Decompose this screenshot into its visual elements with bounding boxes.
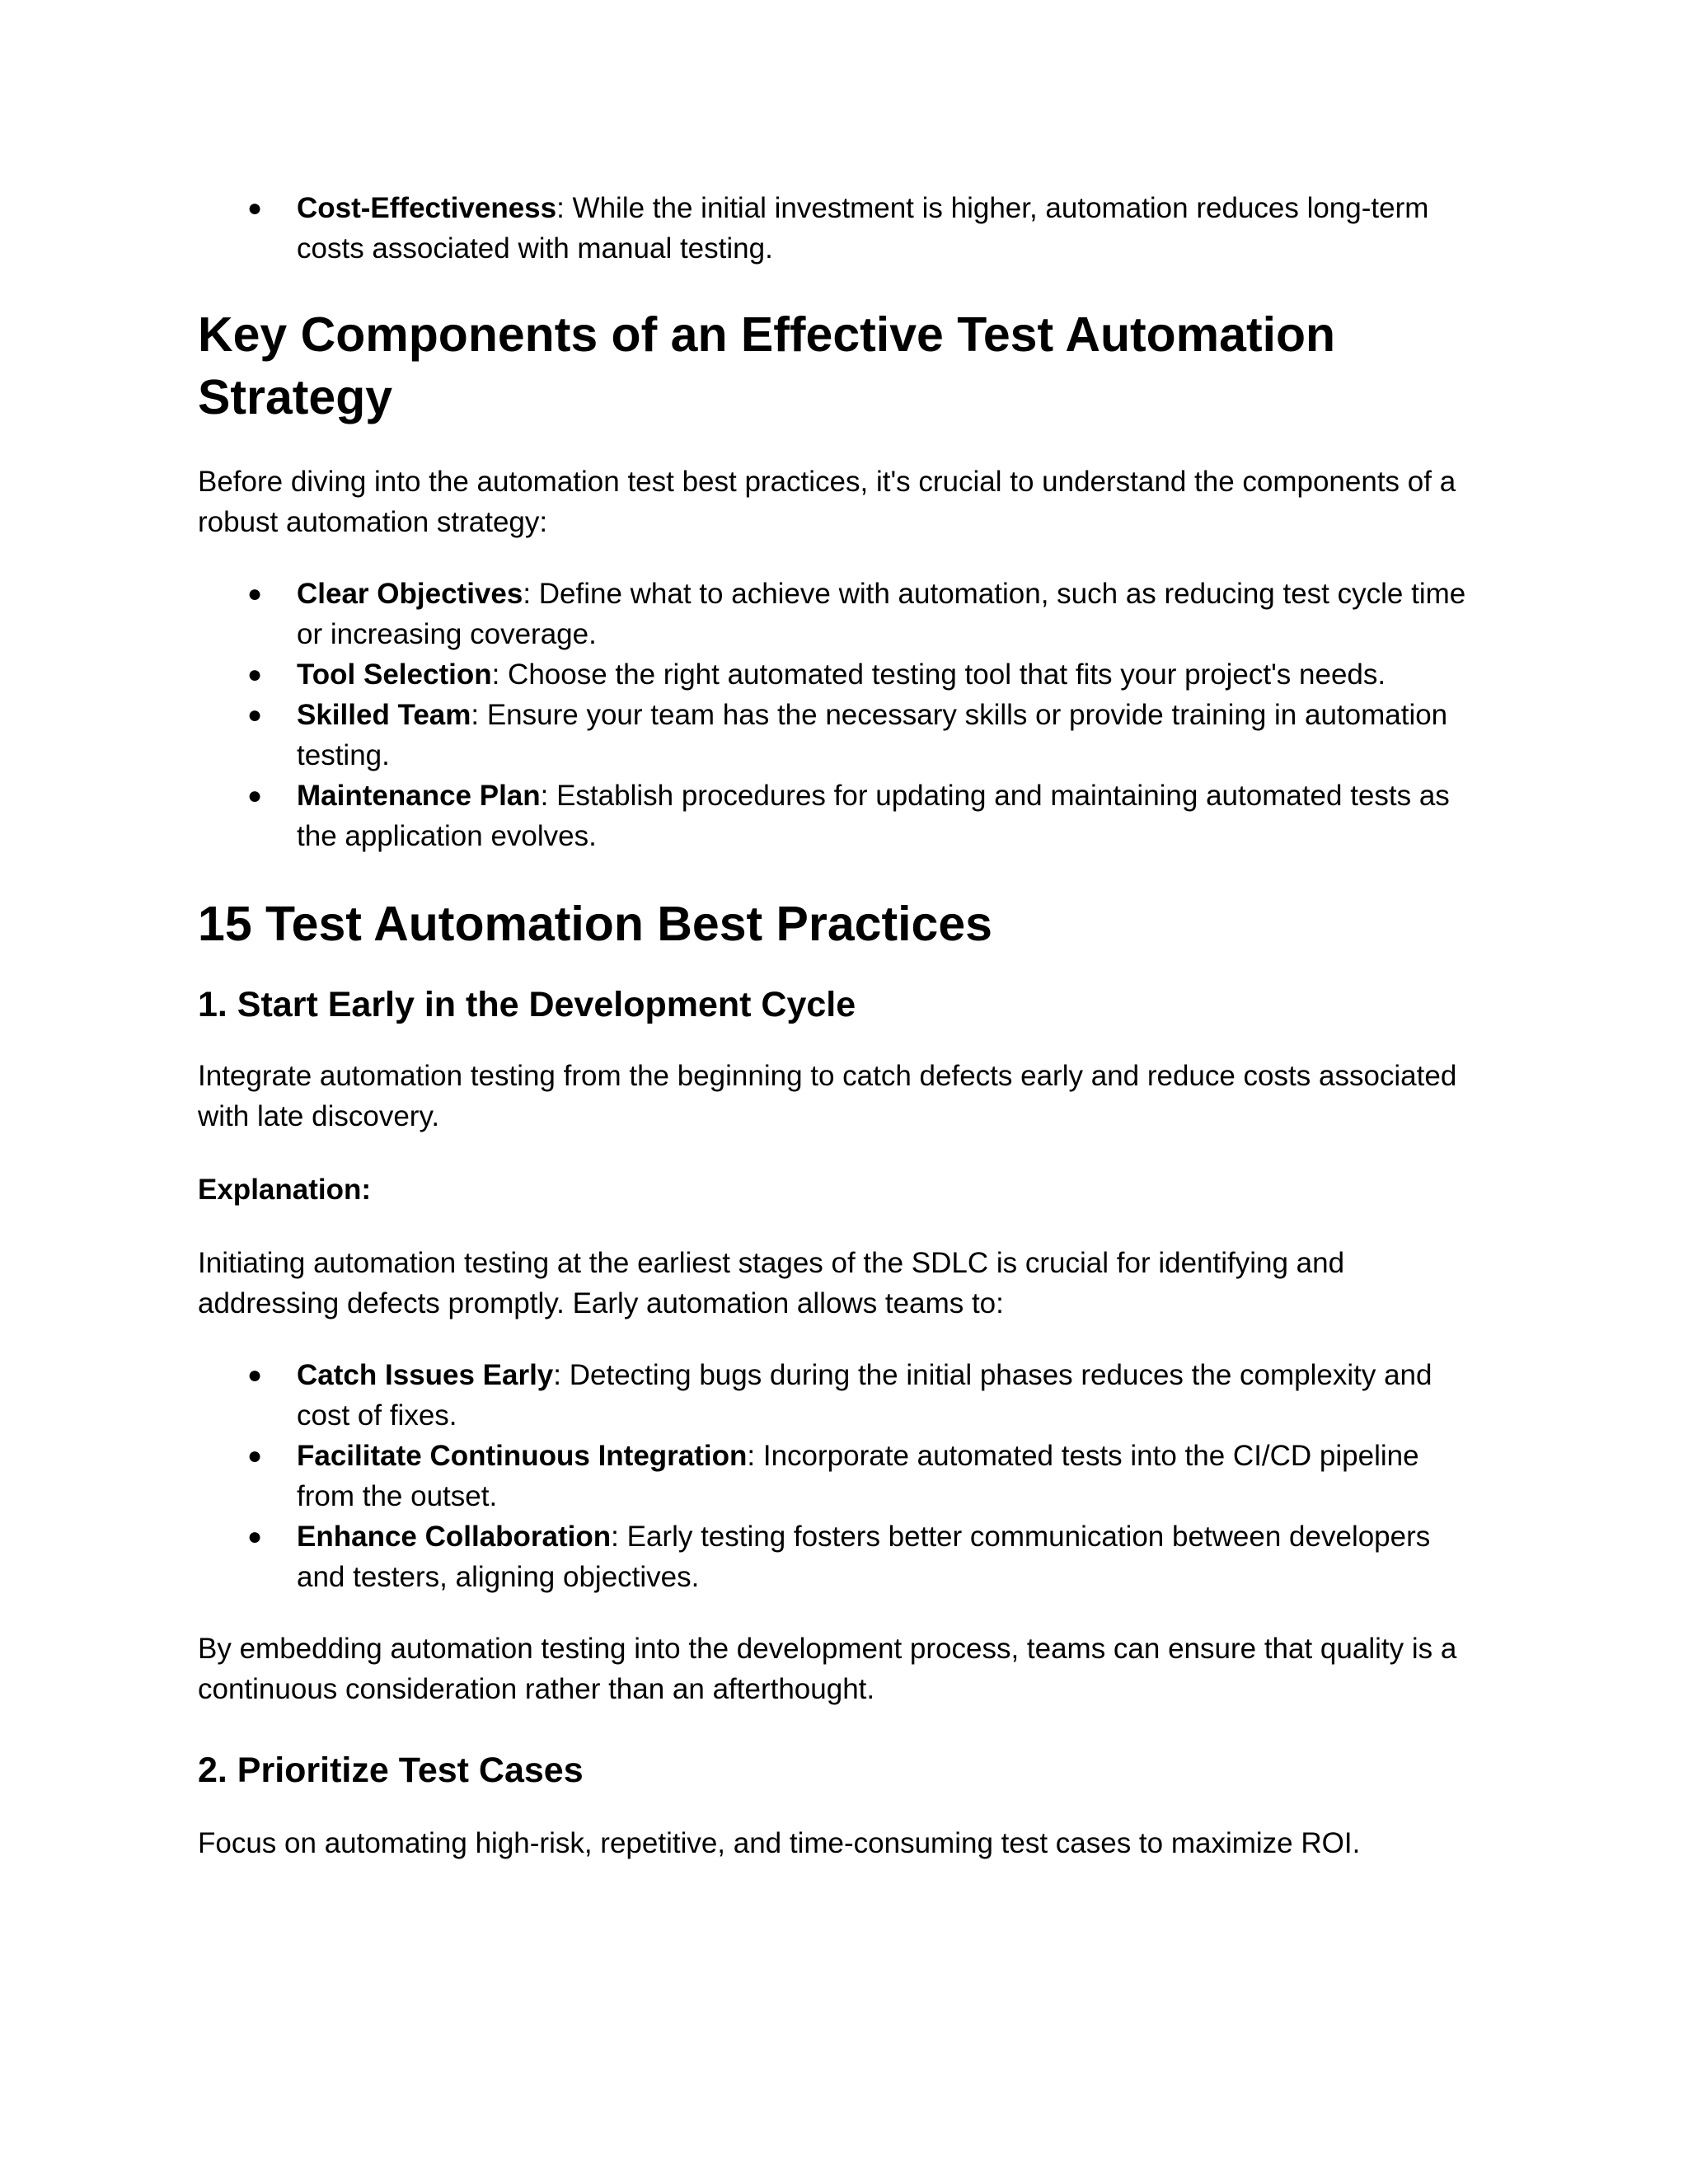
bullet-icon: ● [247, 701, 263, 729]
list-item [247, 1436, 1484, 1516]
bullet-term: Skilled Team [297, 699, 471, 731]
bullet-icon: ● [247, 580, 263, 607]
intro-bullet-list [198, 188, 1484, 269]
list-item [247, 776, 1484, 856]
practice-summary: Integrate automation testing from the beginning to catch defects early and reduce costs associated with late discovery. [198, 1060, 1457, 1132]
explanation-label: Explanation: [198, 1174, 372, 1206]
bullet-term: Facilitate Continuous Integration [297, 1440, 748, 1472]
bullet-icon: ● [247, 782, 263, 809]
bullet-term: Enhance Collaboration [297, 1521, 612, 1553]
practice-heading: 2. Prioritize Test Cases [198, 1750, 584, 1790]
list-item [247, 1516, 1484, 1597]
list-item [247, 188, 1484, 269]
components-bullet-list [198, 574, 1484, 856]
bullet-text: : Early testing fosters better communication between developers and testers, aligning objectives. [297, 1521, 1431, 1593]
practice-heading: 1. Start Early in the Development Cycle [198, 985, 856, 1024]
bullet-text: : Ensure your team has the necessary skills or provide training in automation testing. [297, 699, 1448, 771]
practice-summary: Focus on automating high-risk, repetitive, and time-consuming test cases to maximize ROI. [198, 1827, 1361, 1859]
bullet-text: : Incorporate automated tests into the CI/CD pipeline from the outset. [297, 1440, 1419, 1512]
bullet-term: Maintenance Plan [297, 780, 541, 812]
section-heading: 15 Test Automation Best Practices [198, 897, 992, 951]
bullet-text: : Establish procedures for updating and maintaining automated tests as the application evolves. [297, 780, 1450, 852]
practice-bullet-list [198, 1355, 1484, 1597]
section-heading: Key Components of an Effective Test Automation Strategy [198, 307, 1336, 424]
bullet-text: : Choose the right automated testing tool that fits your project's needs. [491, 658, 1386, 691]
bullet-term: Tool Selection [297, 658, 492, 691]
bullet-icon: ● [247, 1523, 263, 1550]
bullet-text: : Define what to achieve with automation, such as reducing test cycle time or increasing coverage. [297, 578, 1466, 650]
bullet-term: Cost-Effectiveness [297, 192, 557, 224]
bullet-text: : While the initial investment is higher, automation reduces long-term costs associated with manual testing. [297, 192, 1429, 265]
bullet-icon: ● [247, 661, 263, 688]
bullet-term: Clear Objectives [297, 578, 523, 610]
bullet-icon: ● [247, 1442, 263, 1469]
bullet-text: : Detecting bugs during the initial phases reduces the complexity and cost of fixes. [297, 1359, 1432, 1432]
explanation-text: Initiating automation testing at the earliest stages of the SDLC is crucial for identifying and addressing defects promptly. Early automation allows teams to: [198, 1247, 1345, 1319]
bullet-icon: ● [247, 1361, 263, 1389]
list-item [247, 695, 1484, 776]
bullet-icon: ● [247, 194, 263, 222]
section-intro: Before diving into the automation test best practices, it's crucial to understand the components of a robust automation strategy: [198, 466, 1456, 538]
bullet-term: Catch Issues Early [297, 1359, 554, 1391]
list-item [247, 574, 1484, 654]
list-item [247, 654, 1484, 695]
practice-conclusion: By embedding automation testing into the development process, teams can ensure that quality is a continuous consideration rather than an afterthought. [198, 1633, 1457, 1705]
list-item [247, 1355, 1484, 1436]
document-page [198, 188, 1484, 1863]
